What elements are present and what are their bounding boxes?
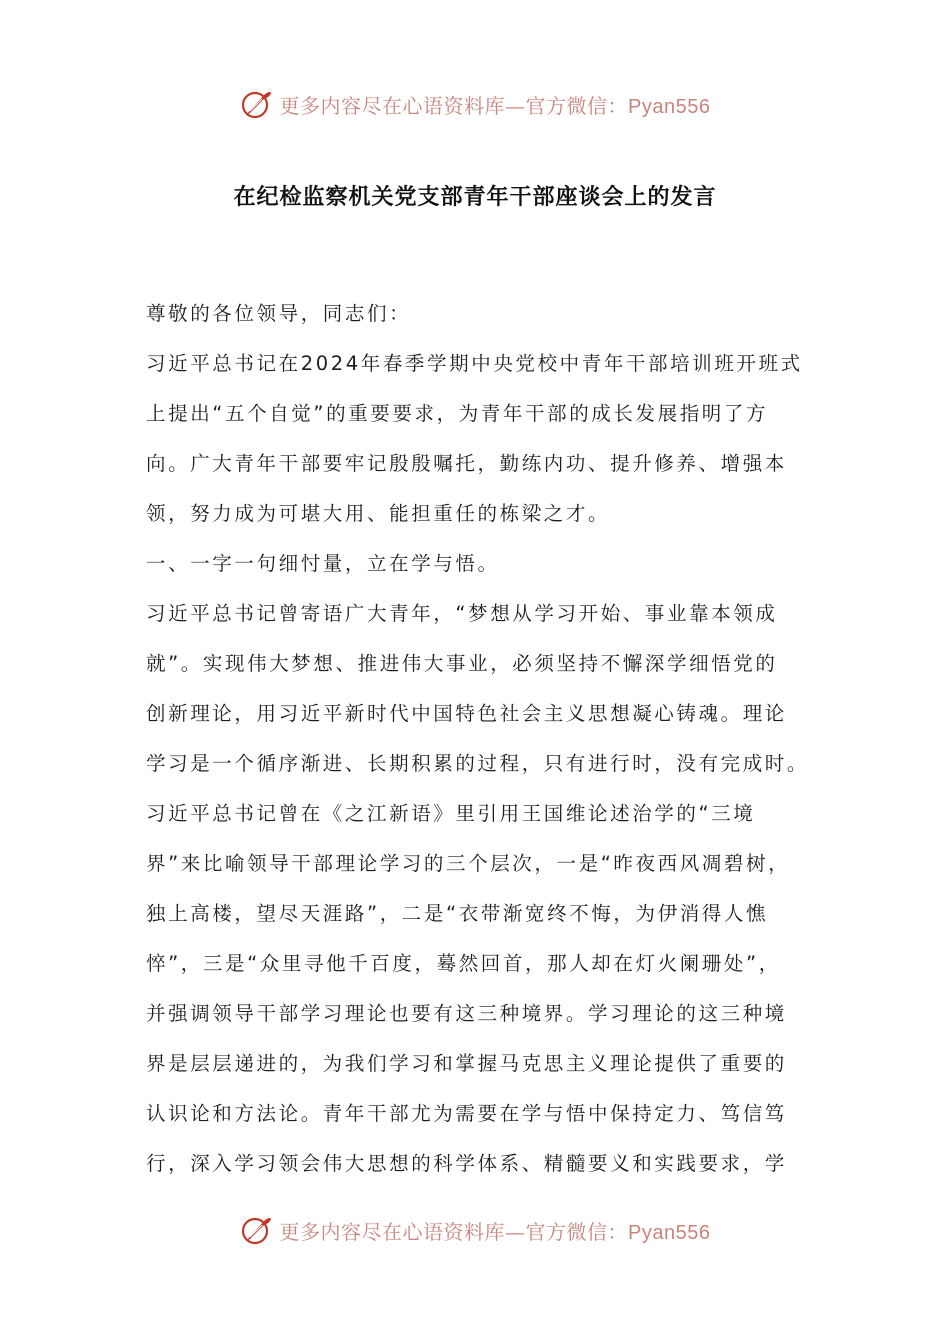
text-line: 界是层层递进的，为我们学习和掌握马克思主义理论提供了重要的 [146, 1052, 787, 1075]
header-watermark [0, 84, 950, 124]
text-line: 领，努力成为可堪大用、能担重任的栋梁之才。 [146, 502, 611, 525]
text-line: 习近平总书记曾寄语广大青年，“梦想从学习开始、事业靠本领成 [146, 602, 778, 625]
text-line: 并强调领导干部学习理论也要有这三种境界。学习理论的这三种境 [146, 1002, 787, 1025]
document-title: 在纪检监察机关党支部青年干部座谈会上的发言 [233, 185, 717, 210]
text-line: 界”来比喻领导干部理论学习的三个层次，一是“昨夜西风凋碧树， [146, 852, 791, 875]
watermark-text: 更多内容尽在心语资料库—官方微信：Pyan556 [279, 1219, 711, 1244]
text-line: 习近平总书记在2024年春季学期中央党校中青年干部培训班开班式 [146, 352, 803, 375]
feather-pen-icon [240, 87, 274, 121]
text-line: 独上高楼，望尽天涯路”，二是“衣带渐宽终不悔，为伊消得人憔 [146, 902, 769, 925]
salutation-line: 尊敬的各位领导，同志们： [146, 302, 412, 325]
text-line: 创新理论，用习近平新时代中国特色社会主义思想凝心铸魂。理论 [146, 702, 787, 725]
text-line: 上提出“五个自觉”的重要要求，为青年干部的成长发展指明了方 [146, 402, 769, 425]
section-heading: 一、一字一句细忖量，立在学与悟。 [146, 552, 500, 575]
watermark-text: 更多内容尽在心语资料库—官方微信：Pyan556 [279, 93, 711, 118]
footer-watermark [0, 1210, 950, 1250]
text-line: 就”。实现伟大梦想、推进伟大事业，必须坚持不懈深学细悟党的 [146, 652, 778, 675]
text-line: 悴”，三是“众里寻他千百度，蓦然回首，那人却在灯火阑珊处”， [146, 952, 781, 975]
text-line: 认识论和方法论。青年干部尤为需要在学与悟中保持定力、笃信笃 [146, 1102, 787, 1125]
text-line: 行，深入学习领会伟大思想的科学体系、精髓要义和实践要求，学 [146, 1152, 787, 1175]
text-line: 学习是一个循序渐进、长期积累的过程，只有进行时，没有完成时。 [146, 752, 810, 775]
text-line: 习近平总书记曾在《之江新语》里引用王国维论述治学的“三境 [146, 802, 756, 825]
document-body [146, 297, 816, 1197]
feather-pen-icon [240, 1213, 274, 1247]
text-line: 向。广大青年干部要牢记殷殷嘱托，勤练内功、提升修养、增强本 [146, 452, 787, 475]
